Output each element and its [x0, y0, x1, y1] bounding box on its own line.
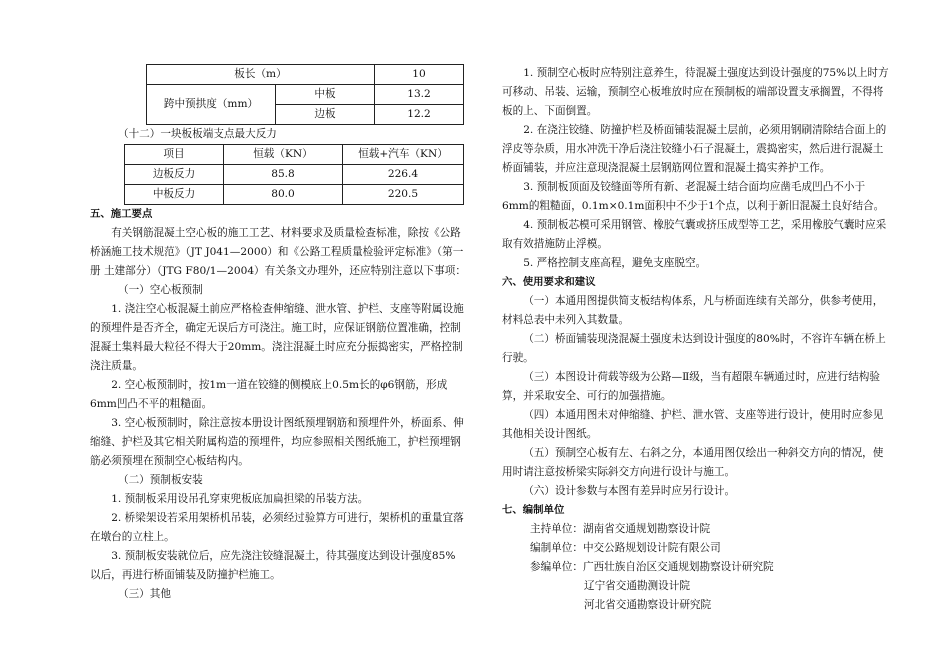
paragraph: （二）桥面铺装现浇混凝土强度未达到设计强度的80%时，不容许车辆在桥上行驶。: [502, 333, 886, 364]
table-row: [147, 85, 464, 105]
table-row: [125, 185, 464, 205]
table-header: 恒载（KN）: [224, 145, 343, 165]
paragraph: 3. 空心板预制时，除注意按本册设计图纸预埋钢筋和预埋件外，桥面系、伸缩缝、护栏及其它相关附属构造的预埋件，均应参照相关图纸施工，护栏预埋钢筋必须预埋在预制空心板结构内。: [90, 417, 464, 467]
reaction-table: [124, 144, 464, 205]
subsection-heading: （一）空心板预制: [118, 284, 203, 296]
table-header-row: [125, 145, 464, 165]
table-cell: 边板反力: [125, 165, 224, 185]
unit-line: 编制单位：中交公路规划设计院有限公司: [530, 542, 721, 554]
paragraph: 5. 严格控制支座高程，避免支座脱空。: [523, 257, 707, 269]
unit-line: 河北省交通勘察设计研究院: [584, 599, 712, 611]
section-heading: 五、施工要点: [90, 208, 153, 220]
table-cell: 226.4: [343, 165, 464, 185]
paragraph: 有关钢筋混凝土空心板的施工工艺、材料要求及质量检查标准，除按《公路桥涵施工技术规范》（JT J041—2000）和《公路工程质量检验评定标准》（第一册 土建部分）（JTG F80/1—2004）有关条文办理外，还应特别注意以下事项：: [90, 227, 466, 277]
paragraph: 4. 预制板芯模可采用钢管、橡胶气囊或挤压成型等工艺，采用橡胶气囊时应采取有效措施防止浮模。: [502, 219, 887, 250]
table-header: 恒载+汽车（KN）: [343, 145, 464, 165]
paragraph: （四）本通用图未对伸缩缝、护栏、泄水管、支座等进行设计，使用时应参见其他相关设计图纸。: [502, 409, 884, 440]
paragraph: 2. 在浇注铰缝、防撞护栏及桥面铺装混凝土层前，必须用钢刷清除结合面上的浮皮等杂质，用水冲洗干净后浇注铰缝小石子混凝土，震捣密实，然后进行混凝土桥面铺装，并应注意现浇混凝土层钢筋网位置和混凝土捣实养护工作。: [502, 124, 887, 174]
paragraph: 1. 预制空心板时应特别注意养生，待混凝土强度达到设计强度的75%以上时方可移动、吊装、运输，预制空心板堆放时应在预制板的端部设置支承搁置，不得将板的上、下面倒置。: [502, 67, 889, 117]
table-row: [125, 165, 464, 185]
paragraph: 1. 浇注空心板混凝土前应严格检查伸缩缝、泄水管、护栏、支座等附属设施的预埋件是否齐全，确定无误后方可浇注。施工时，应保证钢筋位置准确，控制混凝土集料最大粒径不得大于20mm。浇注混凝土时应充分振捣密实，严格控制浇注质量。: [90, 303, 464, 372]
paragraph: （三）本图设计荷载等级为公路—Ⅱ级，当有超限车辆通过时，应进行结构验算，并采取安全、可行的加强措施。: [502, 371, 880, 402]
section-heading: 七、编制单位: [502, 504, 565, 516]
table-cell: 80.0: [224, 185, 343, 205]
table-cell: 中板反力: [125, 185, 224, 205]
table-cell: 85.8: [224, 165, 343, 185]
table-row: [147, 65, 464, 85]
paragraph: （六）设计参数与本图有差异时应另行设计。: [523, 485, 736, 497]
unit-line: 主持单位：湖南省交通规划勘察设计院: [530, 523, 711, 535]
camber-table: [146, 64, 464, 125]
right-column: [502, 64, 890, 615]
table-cell: 跨中预拱度（mm）: [147, 85, 276, 125]
table-cell: 220.5: [343, 185, 464, 205]
table-header: 项目: [125, 145, 224, 165]
table-cell: 中板: [276, 85, 375, 105]
table-cell: 板长（m）: [147, 65, 375, 85]
paragraph: 2. 桥梁架设若采用架桥机吊装，必须经过验算方可进行，架桥机的重量宜落在墩台的立柱上。: [90, 512, 464, 543]
left-column: [90, 64, 466, 604]
subsection-heading: （三）其他: [118, 588, 171, 600]
table-cell: 边板: [276, 105, 375, 125]
table-cell: 10: [375, 65, 464, 85]
table-cell: 13.2: [375, 85, 464, 105]
paragraph: 1. 预制板采用设吊孔穿束兜板底加扁担梁的吊装方法。: [111, 493, 369, 505]
table-cell: 12.2: [375, 105, 464, 125]
paragraph: 3. 预制板安装就位后，应先浇注铰缝混凝土，待其强度达到设计强度85%以后，再进行桥面铺装及防撞护栏施工。: [90, 550, 456, 581]
table-caption: （十二）一块板板端支点最大反力: [118, 128, 277, 140]
paragraph: （五）预制空心板有左、右斜之分，本通用图仅绘出一种斜交方向的情况，使用时请注意按桥梁实际斜交方向进行设计与施工。: [502, 447, 884, 478]
paragraph: 2. 空心板预制时，按1m一道在铰缝的侧模底上0.5m长的φ6钢筋，形成6mm凹凸不平的粗糙面。: [90, 379, 448, 410]
unit-line: 参编单位：广西壮族自治区交通规划勘察设计研究院: [530, 561, 774, 573]
section-heading: 六、使用要求和建议: [502, 276, 596, 288]
paragraph: 3. 预制板顶面及铰缝面等所有新、老混凝土结合面均应凿毛成凹凸不小于6mm的粗糙面，0.1m×0.1m面积中不少于1个点，以利于新旧混凝土良好结合。: [502, 181, 885, 212]
subsection-heading: （二）预制板安装: [118, 474, 203, 486]
unit-line: 辽宁省交通勘测设计院: [584, 580, 690, 592]
paragraph: （一）本通用图提供简支板结构体系，凡与桥面连续有关部分，供参考使用，材料总表中未列入其数量。: [502, 295, 884, 326]
